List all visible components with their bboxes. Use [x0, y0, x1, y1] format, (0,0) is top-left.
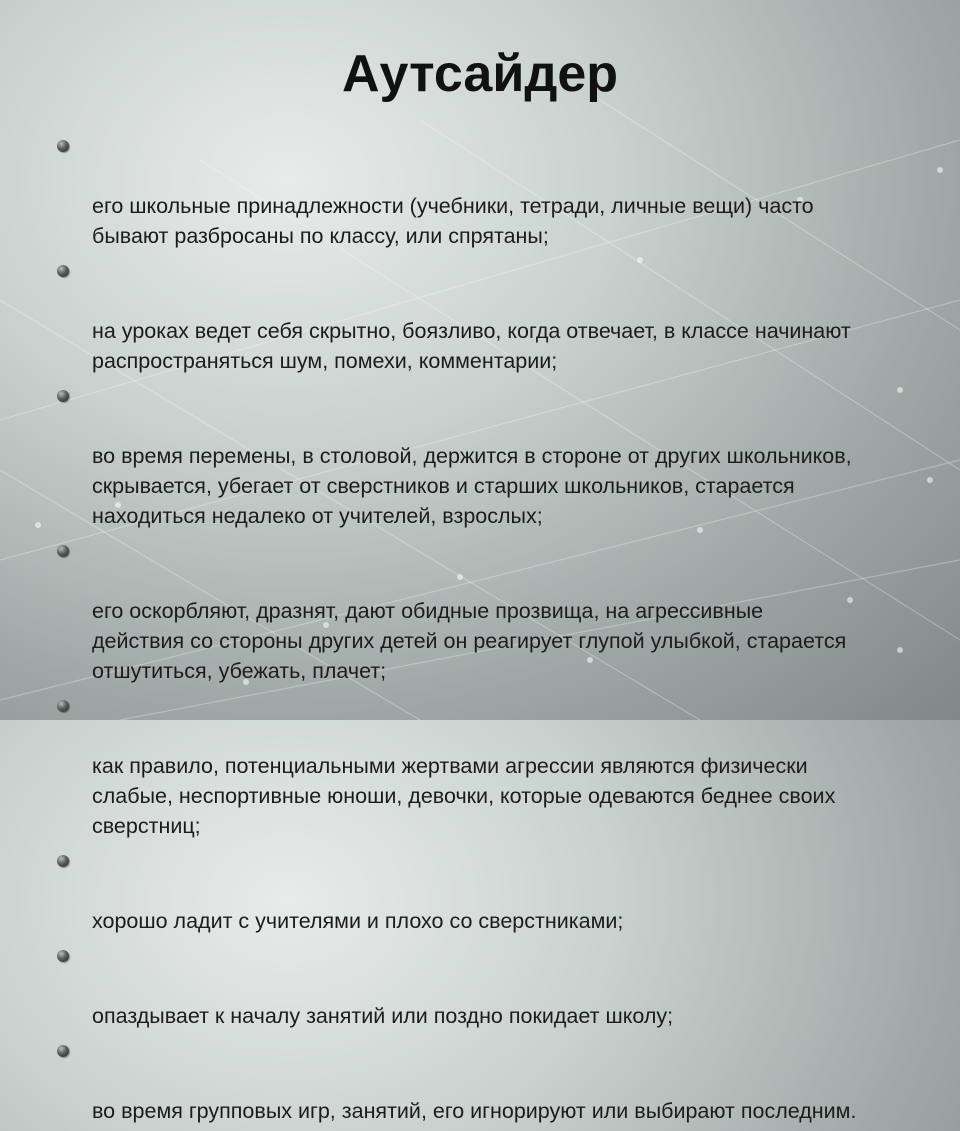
bullet-item-6 — [54, 846, 954, 936]
slide-title: Аутсайдер — [341, 45, 619, 103]
bullet-text: опаздывает к началу занятий или поздно покидает школу; — [92, 1004, 674, 1028]
bullet-item-3 — [54, 381, 954, 531]
bullet-text: во время групповых игр, занятий, его игнорируют или выбирают последним. — [92, 1099, 857, 1123]
sphere-bullet-icon — [57, 265, 69, 277]
bullet-text: на уроках ведет себя скрытно, боязливо, когда отвечает, в классе начинают распространяться шум, помехи, комментарии; — [92, 319, 851, 373]
bullet-item-7 — [54, 941, 954, 1031]
bullet-item-4 — [54, 536, 954, 686]
bullet-text: во время перемены, в столовой, держится в стороне от других школьников, скрывается, убегает от сверстников и старших школьников, старается находиться недалеко от учителей, взрослых; — [92, 444, 852, 528]
bullet-text: его школьные принадлежности (учебники, тетради, личные вещи) часто бывают разбросаны по классу, или спрятаны; — [92, 194, 814, 248]
sphere-bullet-icon — [57, 950, 69, 962]
sphere-bullet-icon — [57, 545, 69, 557]
bullet-item-5 — [54, 691, 954, 841]
sphere-bullet-icon — [57, 1045, 69, 1057]
bullet-text: хорошо ладит с учителями и плохо со сверстниками; — [92, 909, 624, 933]
sphere-bullet-icon — [57, 140, 69, 152]
bullet-text: как правило, потенциальными жертвами агрессии являются физически слабые, неспортивные юноши, девочки, которые одеваются беднее своих сверстниц; — [92, 754, 836, 838]
bullet-item-8 — [54, 1036, 954, 1126]
sphere-bullet-icon — [57, 855, 69, 867]
bullet-list — [54, 131, 954, 1131]
bullet-text: его оскорбляют, дразнят, дают обидные прозвища, на агрессивные действия со стороны других детей он реагирует глупой улыбкой, старается отшутиться, убежать, плачет; — [92, 599, 847, 683]
sphere-bullet-icon — [57, 700, 69, 712]
bullet-item-1 — [54, 131, 954, 251]
sphere-bullet-icon — [57, 390, 69, 402]
bullet-item-2 — [54, 256, 954, 376]
